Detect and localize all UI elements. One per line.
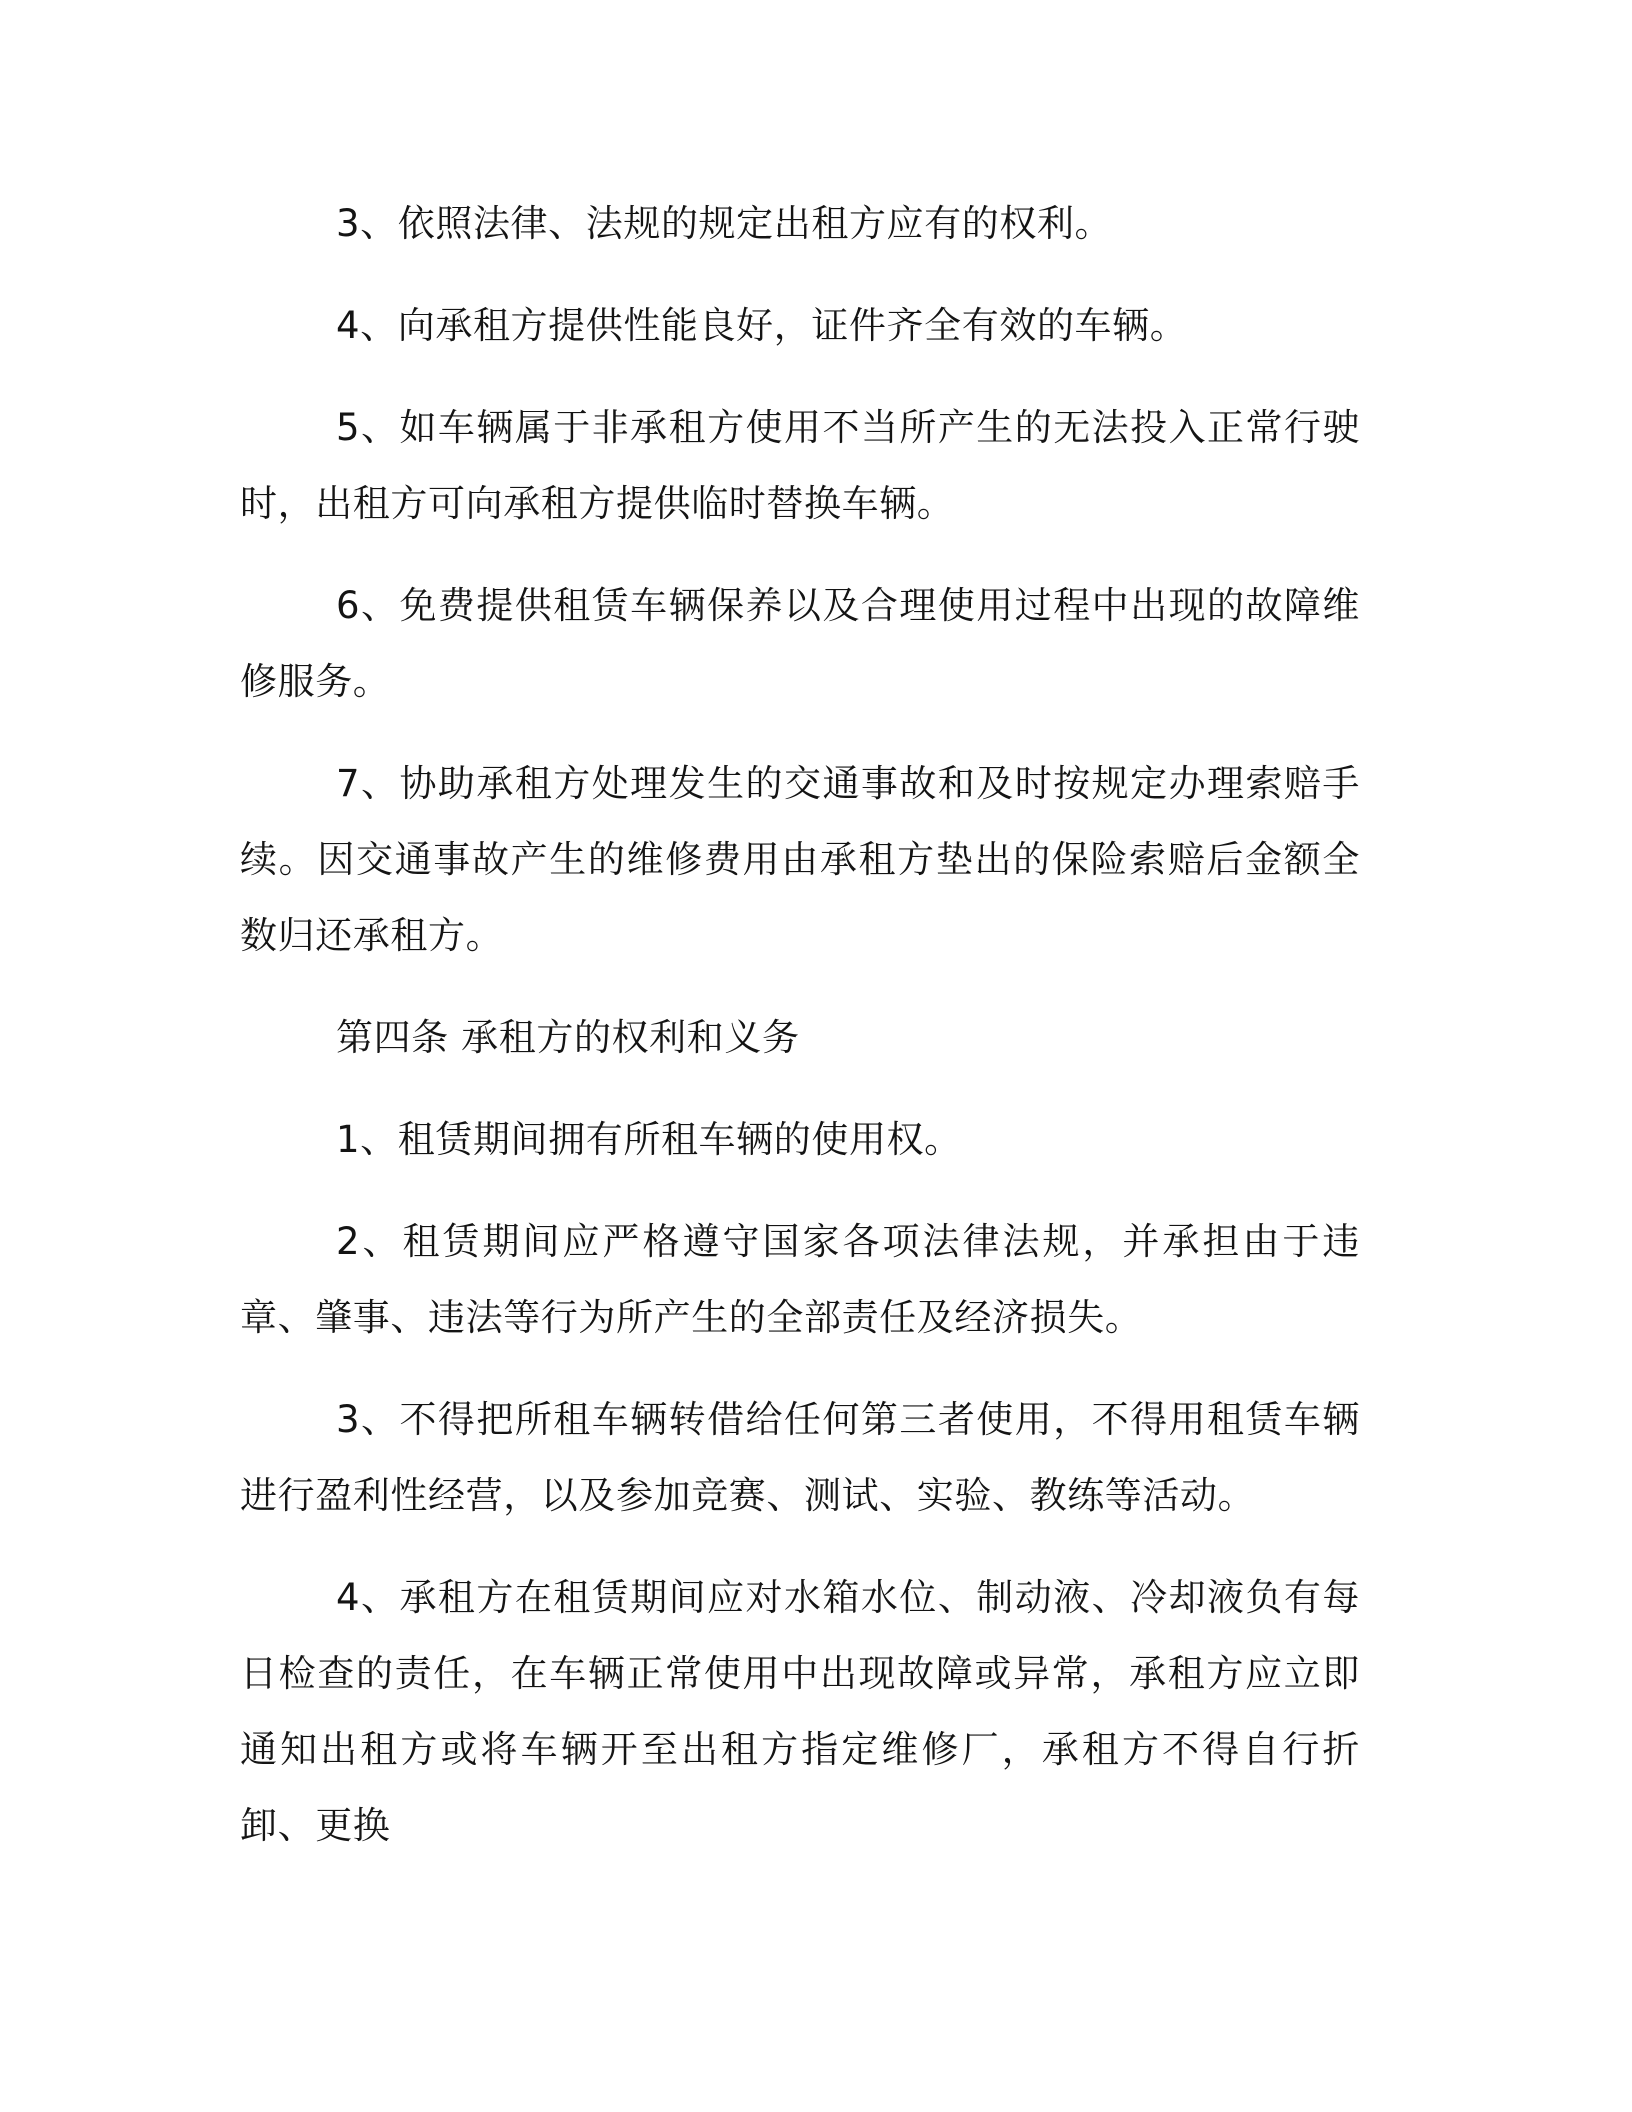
paragraph-lessor-right-3: 3、依照法律、法规的规定出租方应有的权利。	[336, 202, 1113, 245]
section-heading-article-4: 第四条 承租方的权利和义务	[336, 1016, 800, 1059]
paragraph-lessor-duty-7: 7、协助承租方处理发生的交通事故和及时按规定办理索赔手续。因交通事故产生的维修费用由承租方垫出的保险索赔后金额全数归还承租方。	[240, 762, 1360, 957]
paragraph-lessee-2: 2、租赁期间应严格遵守国家各项法律法规，并承担由于违章、肇事、违法等行为所产生的全部责任及经济损失。	[240, 1220, 1360, 1339]
paragraph-lessor-duty-4: 4、向承租方提供性能良好，证件齐全有效的车辆。	[336, 304, 1188, 347]
paragraph-lessee-3: 3、不得把所租车辆转借给任何第三者使用，不得用租赁车辆进行盈利性经营，以及参加竞赛、测试、实验、教练等活动。	[240, 1398, 1360, 1517]
document-body	[240, 186, 1360, 1864]
paragraph-lessor-duty-6: 6、免费提供租赁车辆保养以及合理使用过程中出现的故障维修服务。	[240, 584, 1360, 703]
paragraph-lessee-1: 1、租赁期间拥有所租车辆的使用权。	[336, 1118, 962, 1161]
paragraph-lessee-4: 4、承租方在租赁期间应对水箱水位、制动液、冷却液负有每日检查的责任，在车辆正常使用中出现故障或异常，承租方应立即通知出租方或将车辆开至出租方指定维修厂，承租方不得自行折卸、更换	[240, 1576, 1360, 1847]
paragraph-lessor-duty-5: 5、如车辆属于非承租方使用不当所产生的无法投入正常行驶时，出租方可向承租方提供临时替换车辆。	[240, 406, 1360, 525]
